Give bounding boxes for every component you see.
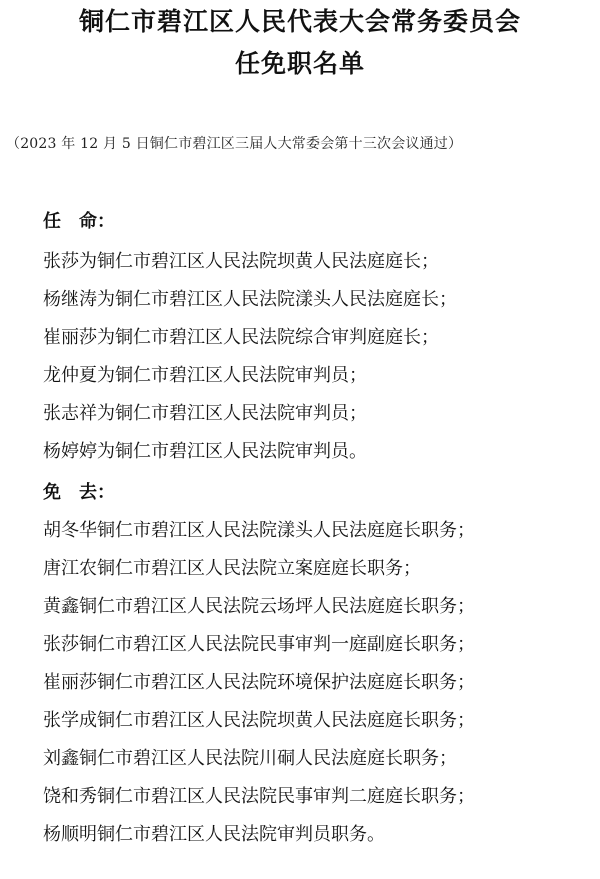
appointment-item: 张莎为铜仁市碧江区人民法院坝黄人民法庭庭长； bbox=[43, 251, 439, 272]
removal-item: 唐江农铜仁市碧江区人民法院立案庭庭长职务； bbox=[43, 558, 421, 579]
appointments-heading: 任 命： bbox=[43, 211, 115, 232]
removal-item: 饶和秀铜仁市碧江区人民法院民事审判二庭庭长职务； bbox=[43, 786, 475, 807]
document-title-line1: 铜仁市碧江区人民代表大会常务委员会 bbox=[78, 7, 521, 36]
appointments-list bbox=[43, 243, 457, 471]
appointment-item: 龙仲夏为铜仁市碧江区人民法院审判员； bbox=[43, 365, 367, 386]
appointment-item: 杨继涛为铜仁市碧江区人民法院漾头人民法庭庭长； bbox=[43, 289, 457, 310]
meeting-note: （2023 年 12 月 5 日铜仁市碧江区三届人大常委会第十三次会议通过） bbox=[6, 136, 463, 152]
removal-item: 张学成铜仁市碧江区人民法院坝黄人民法庭庭长职务； bbox=[43, 710, 475, 731]
appointment-item: 张志祥为铜仁市碧江区人民法院审判员； bbox=[43, 403, 367, 424]
removal-item: 杨顺明铜仁市碧江区人民法院审判员职务。 bbox=[43, 824, 385, 845]
removals-list bbox=[43, 512, 475, 854]
removal-item: 黄鑫铜仁市碧江区人民法院云场坪人民法庭庭长职务； bbox=[43, 596, 475, 617]
appointment-item: 杨婷婷为铜仁市碧江区人民法院审判员。 bbox=[43, 441, 367, 462]
removal-item: 胡冬华铜仁市碧江区人民法院漾头人民法庭庭长职务； bbox=[43, 520, 475, 541]
removal-item: 张莎铜仁市碧江区人民法院民事审判一庭副庭长职务； bbox=[43, 634, 475, 655]
document-title-line2: 任免职名单 bbox=[234, 49, 365, 78]
removal-item: 刘鑫铜仁市碧江区人民法院川硐人民法庭庭长职务； bbox=[43, 748, 457, 769]
removals-heading: 免 去： bbox=[43, 482, 115, 503]
removal-item: 崔丽莎铜仁市碧江区人民法院环境保护法庭庭长职务； bbox=[43, 672, 475, 693]
appointment-item: 崔丽莎为铜仁市碧江区人民法院综合审判庭庭长； bbox=[43, 327, 439, 348]
